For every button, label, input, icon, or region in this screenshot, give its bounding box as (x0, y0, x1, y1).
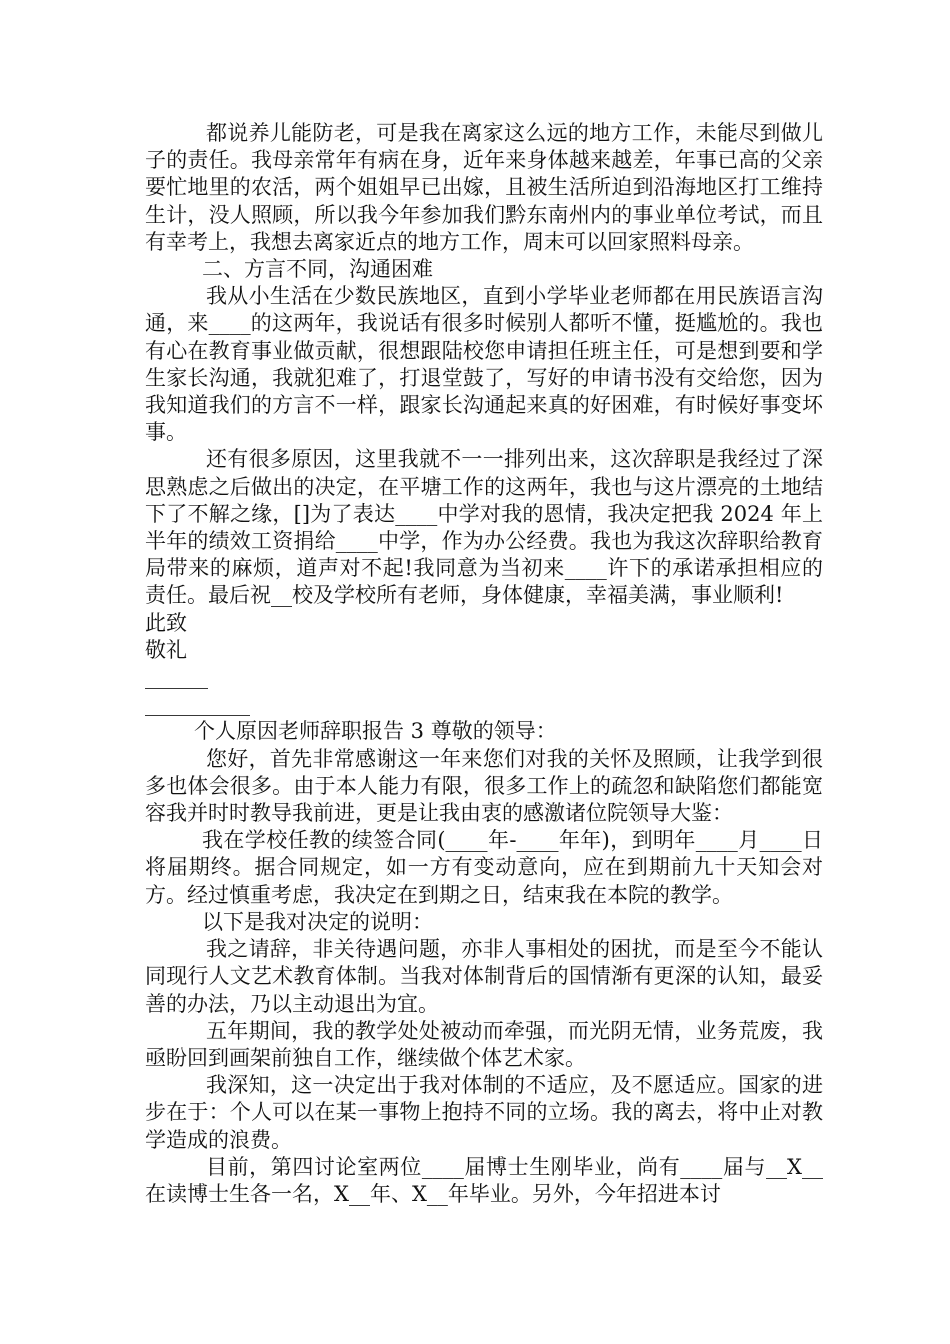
paragraph-resign-reason: 我之请辞，非关待遇问题，亦非人事相处的困扰，而是至今不能认同现行人文艺术教育体制。当我对体制背后的国情渐有更深的认知，最妥善的办法，乃以主动退出为宜。 (145, 937, 823, 1016)
section-heading-dialect: 二、方言不同，沟通困难 (202, 257, 433, 282)
paragraph-family-reason: 都说养儿能防老，可是我在离家这么远的地方工作，未能尽到做儿子的责任。我母亲常年有病在身，近年来身体越来越差，年事已高的父亲要忙地里的农活，两个姐姐早已出嫁，且被生活所迫到沿海地区打工维持生计，没人照顾，所以我今年参加我们黔东南州内的事业单位考试，而且有幸考上，我想去离家近点的地方工作，周末可以回家照料母亲。 (145, 121, 823, 254)
salutation-jingli: 敬礼 (145, 637, 187, 662)
paragraph-understanding: 我深知，这一决定出于我对体制的不适应，及不愿适应。国家的进步在于：个人可以在某一事物上抱持不同的立场。我的离去，将中止对教学造成的浪费。 (145, 1073, 823, 1152)
paragraph-explanation-intro: 以下是我对决定的说明： (202, 909, 433, 934)
paragraph-dialect-reason: 我从小生活在少数民族地区，直到小学毕业老师都在用民族语言沟通，来____的这两年，我说话有很多时候别人都听不懂，挺尴尬的。我也有心在教育事业做贡献，很想跟陆校您申请担任班主任，可是想到要和学生家长沟通，我就犯难了，打退堂鼓了，写好的申请书没有交给您，因为我知道我们的方言不一样，跟家长沟通起来真的好困难，有时候好事变坏事。 (145, 284, 823, 445)
paragraph-closing-reasons: 还有很多原因，这里我就不一一排列出来，这次辞职是我经过了深思熟虑之后做出的决定，在平塘工作的这两年，我也与这片漂亮的土地结下了不解之缘，[]为了表达____中学对我的恩情，我决定把我 2024 年上半年的绩效工资捐给____中学，作为办公经费。我也为我这次辞职给教育局带来的麻烦，道声对不起!我同意为当初来____许下的承诺承担相应的责任。最后祝__校及学校所有老师，身体健康，幸福美满，事业顺利! (145, 447, 823, 608)
report-3-heading: 个人原因老师辞职报告 3 尊敬的领导： (194, 719, 557, 744)
paragraph-five-years: 五年期间，我的教学处处被动而牵强，而光阴无情，业务荒废，我亟盼回到画架前独自工作，继续做个体艺术家。 (145, 1018, 823, 1070)
document-body (145, 120, 823, 1208)
salutation-cizhi: 此致 (145, 610, 187, 635)
paragraph-greeting: 您好，首先非常感谢这一年来您们对我的关怀及照顾，让我学到很多也体会很多。由于本人能力有限，很多工作上的疏忽和缺陷您们都能宽容我并时时教导我前进，更是让我由衷的感激诸位院领导大鉴： (145, 746, 823, 826)
paragraph-current-students: 目前，第四讨论室两位____届博士生刚毕业，尚有____届与__X__在读博士生各一名，X__年、X__年毕业。另外，今年招进本讨 (145, 1154, 823, 1206)
paragraph-contract: 我在学校任教的续签合同(____年-____年年)，到明年____月____日将届期终。据合同规定，如一方有变动意向，应在到期前九十天知会对方。经过慎重考虑，我决定在到期之日，结束我在本院的教学。 (145, 828, 823, 907)
signature-blank: ______ (145, 665, 208, 690)
date-blank: __________ (145, 692, 250, 717)
